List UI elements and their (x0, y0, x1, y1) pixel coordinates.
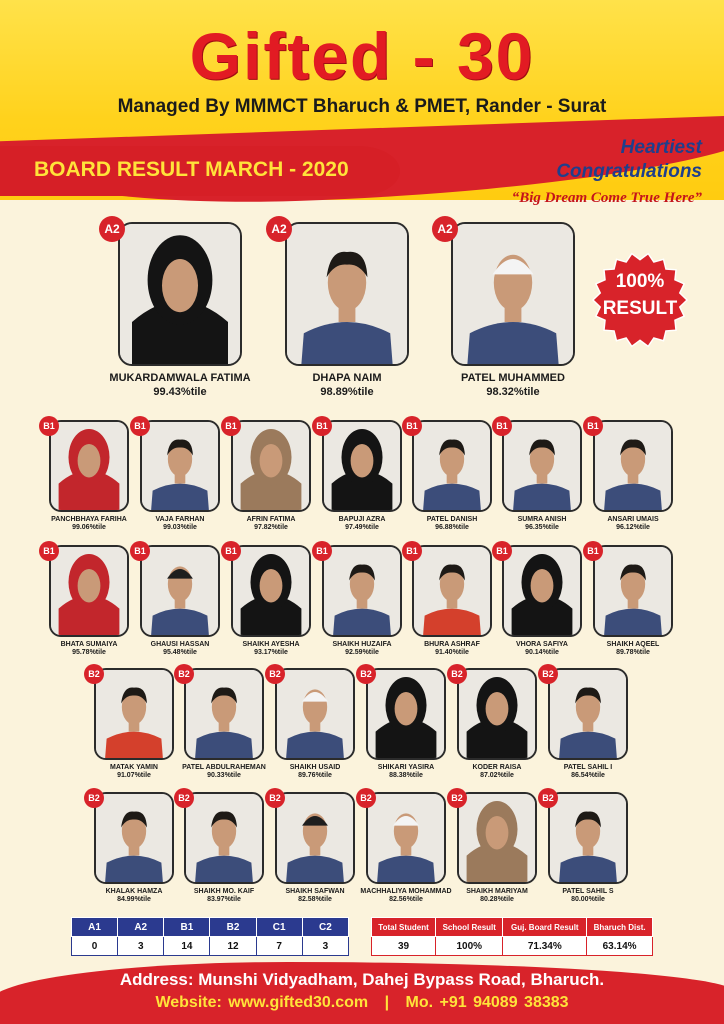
grade-badge: B1 (130, 416, 150, 436)
student-percentile: 98.32%tile (486, 386, 540, 398)
student-card (451, 668, 543, 779)
student-card (406, 420, 498, 531)
grade-badge: B1 (312, 416, 332, 436)
student-photo (140, 545, 220, 637)
student-card (360, 668, 452, 779)
student-card (105, 222, 255, 398)
student-percentile: 91.07%tile (117, 772, 151, 779)
student-photo (118, 222, 242, 366)
student-name: SHAIKH AYESHA (242, 641, 300, 648)
student-photo (140, 420, 220, 512)
footer-address: Address: Munshi Vidyadham, Dahej Bypass Road, Bharuch. (119, 970, 605, 989)
grade-badge: B1 (312, 541, 332, 561)
table-cell: 14 (164, 937, 210, 956)
grade-badge: B2 (447, 664, 467, 684)
grade-badge: B2 (538, 788, 558, 808)
student-name: PATEL SAHIL I (563, 764, 613, 771)
table-cell: 100% (436, 937, 503, 956)
student-card (178, 792, 270, 903)
grade-badge: B1 (39, 541, 59, 561)
student-percentile: 83.97%tile (207, 896, 241, 903)
student-card (88, 668, 180, 779)
table-cell: 3 (302, 937, 348, 956)
student-photo (502, 545, 582, 637)
result-table-values (372, 937, 653, 956)
grade-table-values (72, 937, 349, 956)
student-name: GHAUSI HASSAN (150, 641, 210, 648)
student-percentile: 96.88%tile (435, 524, 469, 531)
student-photo (94, 668, 174, 760)
grade-badge: B1 (492, 541, 512, 561)
student-percentile: 96.12%tile (616, 524, 650, 531)
badge-line-1: 100% (615, 271, 665, 292)
grade-table-header (72, 918, 349, 937)
student-percentile: 80.00%tile (571, 896, 605, 903)
student-photo (231, 545, 311, 637)
student-percentile: 99.06%tile (72, 524, 106, 531)
grade-badge: B1 (221, 541, 241, 561)
student-name: PATEL ABDULRAHEMAN (182, 764, 266, 771)
table-header-cell: C1 (256, 918, 302, 937)
student-name: VAJA FARHAN (155, 516, 205, 523)
footer-contact (0, 994, 724, 1012)
student-name: PATEL DANISH (426, 516, 478, 523)
student-card (316, 545, 408, 656)
table-header-cell: B1 (164, 918, 210, 937)
student-percentile: 96.35%tile (525, 524, 559, 531)
result-table-header (372, 918, 653, 937)
student-name: SHAIKH USAID (289, 764, 341, 771)
student-photo (322, 545, 402, 637)
student-percentile: 98.89%tile (320, 386, 374, 398)
student-percentile: 90.14%tile (525, 649, 559, 656)
student-percentile: 82.56%tile (389, 896, 423, 903)
student-photo (593, 545, 673, 637)
student-percentile: 89.76%tile (298, 772, 332, 779)
student-card (542, 668, 634, 779)
student-photo (322, 420, 402, 512)
student-card (496, 420, 588, 531)
student-name: AFRIN FATIMA (246, 516, 296, 523)
student-name: SUMRA ANISH (517, 516, 567, 523)
grade-badge: B2 (265, 664, 285, 684)
student-card (134, 545, 226, 656)
poster-subtitle: Managed By MMMCT Bharuch & PMET, Rander - Surat (117, 96, 607, 117)
table-header-cell: Total Student (372, 918, 436, 937)
grade-badge: B1 (130, 541, 150, 561)
grade-distribution-table (71, 917, 349, 956)
student-photo (457, 792, 537, 884)
student-card (269, 792, 361, 903)
grade-badge: B2 (265, 788, 285, 808)
student-percentile: 97.49%tile (345, 524, 379, 531)
student-name: PANCHBHAYA FARIHA (51, 516, 127, 523)
student-card (542, 792, 634, 903)
grade-badge: B2 (84, 788, 104, 808)
student-name: BAPUJI AZRA (338, 516, 386, 523)
grade-badge: B1 (39, 416, 59, 436)
grade-badge: B1 (583, 416, 603, 436)
grade-badge: B2 (84, 664, 104, 684)
student-name: SHAIKH MO. KAIF (193, 888, 255, 895)
student-photo (457, 668, 537, 760)
student-name: VHORA SAFIYA (516, 641, 568, 648)
result-badge-text (592, 268, 688, 322)
student-card (451, 792, 543, 903)
student-photo (231, 420, 311, 512)
student-card (88, 792, 180, 903)
student-photo (366, 792, 446, 884)
student-name: ANSARI UMAIS (607, 516, 659, 523)
student-photo (548, 668, 628, 760)
student-photo (184, 668, 264, 760)
student-card (43, 420, 135, 531)
board-result-label: BOARD RESULT MARCH - 2020 (34, 158, 349, 181)
student-name: SHAIKH MARIYAM (466, 888, 528, 895)
student-card (225, 545, 317, 656)
student-name: BHATA SUMAIYA (60, 641, 118, 648)
grade-badge: B1 (583, 541, 603, 561)
student-card (360, 792, 452, 903)
student-photo (412, 545, 492, 637)
student-photo (548, 792, 628, 884)
table-header-cell: A1 (72, 918, 118, 937)
student-photo (94, 792, 174, 884)
grade-badge: B1 (402, 541, 422, 561)
student-card (587, 545, 679, 656)
table-cell: 63.14% (587, 937, 653, 956)
grade-badge: B2 (174, 664, 194, 684)
student-name: DHAPA NAIM (312, 372, 382, 384)
student-card (43, 545, 135, 656)
grade-badge: B2 (174, 788, 194, 808)
grade-badge: A2 (432, 216, 458, 242)
table-header-cell: Guj. Board Result (503, 918, 587, 937)
student-percentile: 87.02%tile (480, 772, 514, 779)
student-card (406, 545, 498, 656)
student-name: MACHHALIYA MOHAMMAD (360, 888, 452, 895)
student-name: SHIKARI YASIRA (377, 764, 435, 771)
student-card (438, 222, 588, 398)
student-photo (502, 420, 582, 512)
student-photo (366, 668, 446, 760)
student-percentile: 99.43%tile (153, 386, 207, 398)
student-name: SHAIKH SAFWAN (285, 888, 345, 895)
student-percentile: 97.82%tile (254, 524, 288, 531)
table-header-cell: B2 (210, 918, 256, 937)
grade-badge: B2 (356, 788, 376, 808)
student-photo (49, 420, 129, 512)
poster-title: Gifted - 30 (189, 19, 535, 93)
badge-line-2: RESULT (602, 298, 678, 319)
student-photo (275, 668, 355, 760)
congratulations-text (556, 136, 702, 184)
student-name: BHURA ASHRAF (424, 641, 480, 648)
student-card (316, 420, 408, 531)
table-cell: 0 (72, 937, 118, 956)
mobile-number[interactable]: Mo. +91 94089 38383 (405, 994, 569, 1011)
student-photo (451, 222, 575, 366)
student-card (496, 545, 588, 656)
student-percentile: 88.38%tile (389, 772, 423, 779)
student-percentile: 84.99%tile (117, 896, 151, 903)
tagline: “Big Dream Come True Here” (511, 190, 702, 206)
table-cell: 39 (372, 937, 436, 956)
table-cell: 12 (210, 937, 256, 956)
student-percentile: 92.59%tile (345, 649, 379, 656)
congrats-line-2: Congratulations (556, 161, 702, 182)
student-percentile: 86.54%tile (571, 772, 605, 779)
website-link[interactable]: Website: www.gifted30.com (155, 994, 369, 1011)
grade-badge: B1 (492, 416, 512, 436)
table-cell: 71.34% (503, 937, 587, 956)
student-percentile: 95.48%tile (163, 649, 197, 656)
student-percentile: 90.33%tile (207, 772, 241, 779)
table-cell: 3 (118, 937, 164, 956)
contact-separator: | (384, 994, 390, 1011)
student-card (178, 668, 270, 779)
student-photo (49, 545, 129, 637)
grade-badge: A2 (99, 216, 125, 242)
student-photo (593, 420, 673, 512)
grade-badge: A2 (266, 216, 292, 242)
grade-badge: B2 (447, 788, 467, 808)
student-name: MATAK YAMIN (110, 764, 158, 771)
student-percentile: 89.78%tile (616, 649, 650, 656)
student-name: PATEL MUHAMMED (461, 372, 565, 384)
student-percentile: 95.78%tile (72, 649, 106, 656)
student-name: SHAIKH HUZAIFA (332, 641, 392, 648)
table-cell: 7 (256, 937, 302, 956)
student-card (587, 420, 679, 531)
student-card (269, 668, 361, 779)
student-card (272, 222, 422, 398)
student-card (225, 420, 317, 531)
congrats-line-1: Heartiest (620, 137, 702, 158)
student-percentile: 80.28%tile (480, 896, 514, 903)
student-percentile: 91.40%tile (435, 649, 469, 656)
student-photo (184, 792, 264, 884)
result-summary-table (371, 917, 653, 956)
student-name: KODER RAISA (472, 764, 522, 771)
grade-badge: B2 (356, 664, 376, 684)
student-name: KHALAK HAMZA (105, 888, 163, 895)
table-header-cell: Bharuch Dist. (587, 918, 653, 937)
student-name: SHAIKH AQEEL (606, 641, 660, 648)
grade-badge: B1 (221, 416, 241, 436)
student-name: PATEL SAHIL S (562, 888, 614, 895)
table-header-cell: C2 (302, 918, 348, 937)
student-card (134, 420, 226, 531)
student-photo (412, 420, 492, 512)
student-photo (275, 792, 355, 884)
grade-badge: B1 (402, 416, 422, 436)
student-percentile: 93.17%tile (254, 649, 288, 656)
table-header-cell: School Result (436, 918, 503, 937)
student-name: MUKARDAMWALA FATIMA (109, 372, 251, 384)
student-percentile: 99.03%tile (163, 524, 197, 531)
student-percentile: 82.58%tile (298, 896, 332, 903)
table-header-cell: A2 (118, 918, 164, 937)
student-photo (285, 222, 409, 366)
grade-badge: B2 (538, 664, 558, 684)
